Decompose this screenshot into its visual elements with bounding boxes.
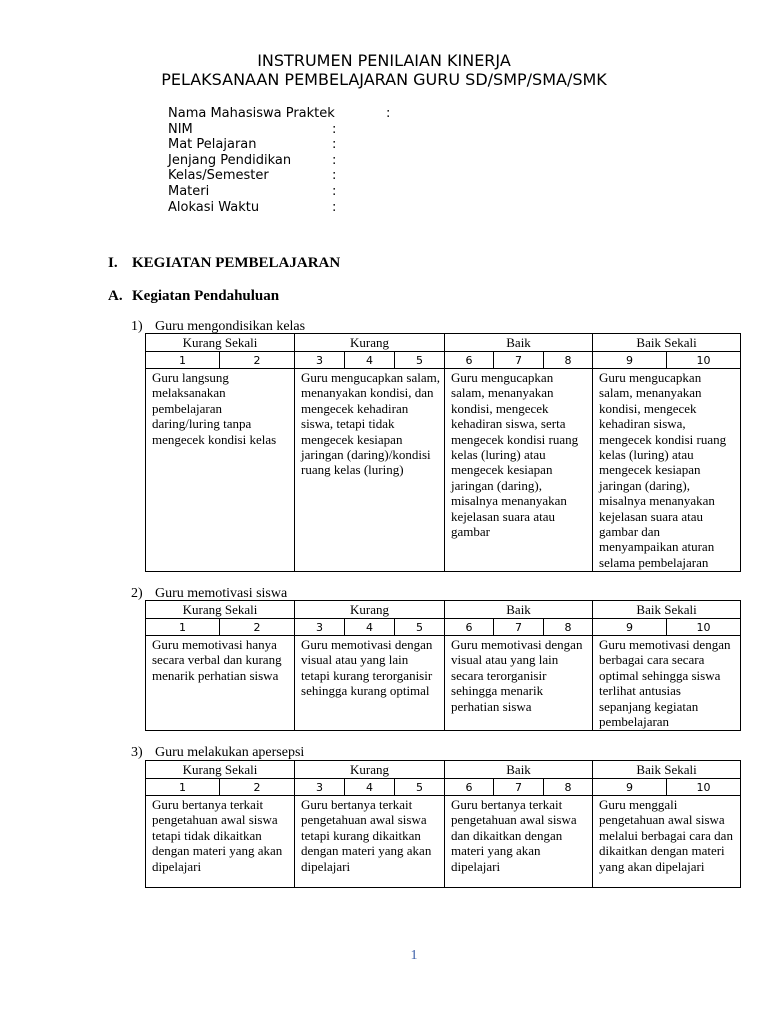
score-cell: 5 [395, 352, 445, 369]
scale-category-cell: Baik [445, 761, 593, 779]
descriptor-cell: Guru menggali pengetahuan awal siswa melalui berbagai cara dan dikaitkan dengan materi yang akan dipelajari [593, 796, 741, 888]
score-cell: 2 [220, 619, 295, 636]
scale-category-cell: Baik Sekali [593, 761, 741, 779]
field-label: Jenjang Pendidikan [168, 152, 292, 168]
rubric-item-label: Guru melakukan apersepsi [155, 745, 305, 760]
field-colon: : [332, 183, 337, 199]
scale-category-row [146, 761, 741, 779]
scale-category-cell: Baik Sekali [593, 334, 741, 352]
score-cell: 8 [544, 619, 593, 636]
scale-category-cell: Kurang Sekali [146, 601, 295, 619]
rubric-item-number: 3) [131, 745, 143, 760]
field-colon: : [386, 106, 391, 121]
score-cell: 1 [146, 619, 220, 636]
score-cell: 10 [667, 352, 741, 369]
subsection-number: A. [108, 288, 123, 304]
rubric-table [145, 760, 741, 888]
descriptor-cell: Guru memotivasi dengan visual atau yang lain secara terorganisir sehingga menarik perhatian siswa [445, 636, 593, 731]
scale-category-cell: Kurang [295, 601, 445, 619]
scale-category-row [146, 334, 741, 352]
score-cell: 3 [295, 779, 345, 796]
score-row [146, 619, 741, 636]
scale-category-cell: Kurang Sekali [146, 761, 295, 779]
rubric-table [145, 333, 741, 572]
descriptor-row [146, 369, 741, 572]
descriptor-row [146, 796, 741, 888]
score-cell: 4 [345, 619, 395, 636]
section-number: I. [108, 255, 118, 271]
score-cell: 1 [146, 779, 220, 796]
rubric-table [145, 600, 741, 731]
score-cell: 3 [295, 352, 345, 369]
score-cell: 10 [667, 619, 741, 636]
rubric-item-label: Guru memotivasi siswa [155, 586, 288, 601]
rubric-item-label: Guru mengondisikan kelas [155, 319, 306, 334]
descriptor-row [146, 636, 741, 731]
rubric-item-number: 2) [131, 586, 143, 601]
score-cell: 9 [593, 779, 667, 796]
score-row [146, 779, 741, 796]
score-cell: 7 [494, 352, 544, 369]
score-cell: 6 [445, 352, 494, 369]
descriptor-cell: Guru mengucapkan salam, menanyakan kondisi, mengecek kehadiran siswa, mengecek kondisi ruang kelas (luring) atau mengecek kesiapan jaringan (daring), misalnya menanyakan kejelasan suara atau gambar dan menyampaikan aturan selama pembelajaran [593, 369, 741, 572]
score-cell: 6 [445, 779, 494, 796]
score-row [146, 352, 741, 369]
score-cell: 8 [544, 352, 593, 369]
score-cell: 10 [667, 779, 741, 796]
field-colon: : [332, 199, 337, 215]
document-title-line-2: PELAKSANAAN PEMBELAJARAN GURU SD/SMP/SMA/SMK [161, 70, 607, 89]
descriptor-cell: Guru langsung melaksanakan pembelajaran daring/luring tanpa mengecek kondisi kelas [146, 369, 295, 572]
score-cell: 4 [345, 352, 395, 369]
score-cell: 2 [220, 779, 295, 796]
score-cell: 1 [146, 352, 220, 369]
score-cell: 7 [494, 619, 544, 636]
scale-category-cell: Kurang [295, 334, 445, 352]
page-number: 1 [410, 948, 418, 963]
field-label: Kelas/Semester [168, 168, 269, 184]
scale-category-cell: Kurang Sekali [146, 334, 295, 352]
section-title: KEGIATAN PEMBELAJARAN [132, 255, 341, 271]
score-cell: 5 [395, 619, 445, 636]
scale-category-cell: Baik [445, 334, 593, 352]
score-cell: 3 [295, 619, 345, 636]
field-colon: : [332, 152, 337, 168]
field-colon: : [332, 168, 337, 184]
descriptor-cell: Guru mengucapkan salam, menanyakan kondisi, mengecek kehadiran siswa, serta mengecek kondisi ruang kelas (luring) atau mengecek kesiapan jaringan (daring), misalnya menanyakan kejelasan suara atau gambar [445, 369, 593, 572]
score-cell: 7 [494, 779, 544, 796]
score-cell: 5 [395, 779, 445, 796]
score-cell: 2 [220, 352, 295, 369]
field-label: NIM [168, 121, 193, 137]
scale-category-cell: Baik Sekali [593, 601, 741, 619]
field-colon: : [332, 121, 337, 137]
descriptor-cell: Guru memotivasi hanya secara verbal dan kurang menarik perhatian siswa [146, 636, 295, 731]
descriptor-cell: Guru bertanya terkait pengetahuan awal siswa dan dikaitkan dengan materi yang akan dipelajari [445, 796, 593, 888]
descriptor-cell: Guru memotivasi dengan berbagai cara secara optimal sehingga siswa terlihat antusias sepanjang kegiatan pembelajaran [593, 636, 741, 731]
document-title-line-1: INSTRUMEN PENILAIAN KINERJA [257, 51, 511, 70]
field-label: Materi [168, 183, 210, 199]
field-colon: : [332, 137, 337, 153]
subsection-title: Kegiatan Pendahuluan [132, 288, 280, 304]
scale-category-cell: Kurang [295, 761, 445, 779]
field-label: Alokasi Waktu [168, 199, 260, 215]
score-cell: 4 [345, 779, 395, 796]
descriptor-cell: Guru bertanya terkait pengetahuan awal siswa tetapi kurang dikaitkan dengan materi yang akan dipelajari [295, 796, 445, 888]
score-cell: 8 [544, 779, 593, 796]
score-cell: 6 [445, 619, 494, 636]
descriptor-cell: Guru bertanya terkait pengetahuan awal siswa tetapi tidak dikaitkan dengan materi yang akan dipelajari [146, 796, 295, 888]
scale-category-cell: Baik [445, 601, 593, 619]
score-cell: 9 [593, 619, 667, 636]
score-cell: 9 [593, 352, 667, 369]
descriptor-cell: Guru memotivasi dengan visual atau yang lain tetapi kurang terorganisir sehingga kurang optimal [295, 636, 445, 731]
field-label: Mat Pelajaran [168, 137, 257, 153]
field-label: Nama Mahasiswa Praktek [168, 106, 335, 121]
rubric-item-number: 1) [131, 319, 143, 334]
scale-category-row [146, 601, 741, 619]
descriptor-cell: Guru mengucapkan salam, menanyakan kondisi, dan mengecek kehadiran siswa, tetapi tidak mengecek kesiapan jaringan (daring)/kondisi ruang kelas (luring) [295, 369, 445, 572]
